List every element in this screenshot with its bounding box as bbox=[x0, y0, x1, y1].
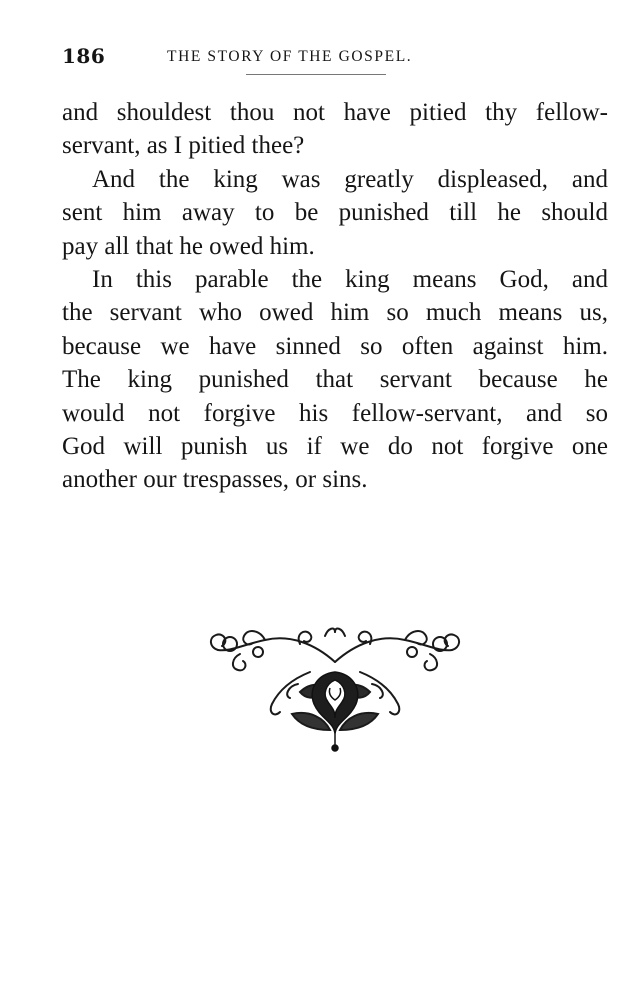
paragraph-3 bbox=[62, 263, 608, 497]
text-line: servant, as I pitied thee? bbox=[62, 132, 305, 160]
page-number: 186 bbox=[62, 44, 106, 68]
text-line: would not forgive his fellow-servant, and so bbox=[62, 399, 608, 427]
text-line: the servant who owed him so much means us, bbox=[62, 299, 608, 327]
running-title: THE STORY OF THE GOSPEL. bbox=[167, 48, 413, 65]
paragraph-1 bbox=[62, 96, 608, 163]
text-line: The king punished that servant because he bbox=[62, 366, 608, 394]
text-line: because we have sinned so often against him. bbox=[62, 332, 608, 360]
body-text bbox=[62, 96, 608, 497]
text-line: another our trespasses, or sins. bbox=[62, 466, 368, 494]
running-head bbox=[62, 44, 608, 74]
text-line: sent him away to be punished till he should bbox=[62, 199, 608, 227]
text-line: pay all that he owed him. bbox=[62, 232, 315, 260]
text-line: And the king was greatly displeased, and bbox=[92, 165, 608, 193]
text-line: In this parable the king means God, and bbox=[92, 265, 608, 293]
paragraph-2 bbox=[62, 163, 608, 263]
text-line: God will punish us if we do not forgive one bbox=[62, 432, 608, 460]
floral-tailpiece-ornament-icon bbox=[200, 622, 470, 752]
header-rule bbox=[246, 74, 386, 75]
text-line: and shouldest thou not have pitied thy fellow- bbox=[62, 99, 608, 126]
